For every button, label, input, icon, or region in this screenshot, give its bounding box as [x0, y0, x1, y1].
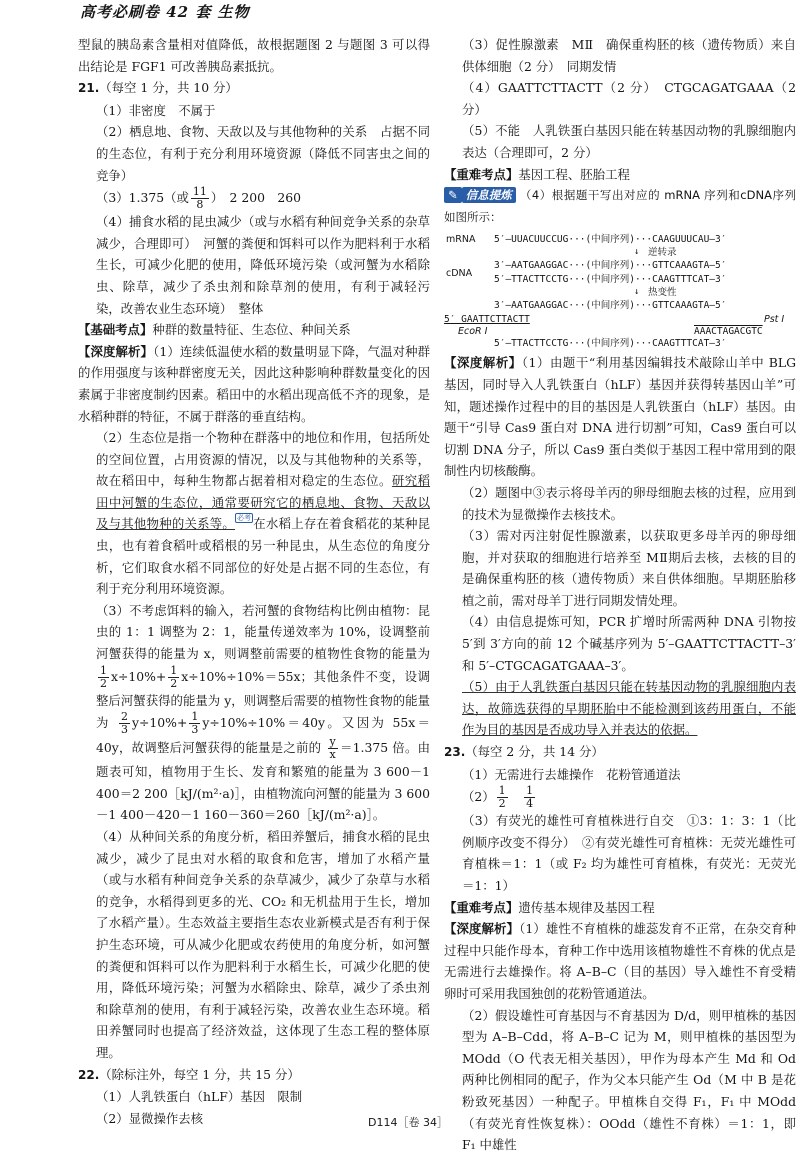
q22-answer-3: （3）促性腺激素 MⅡ 确保重构胚的核（遗传物质）来自供体细胞（2 分） 同期发情 [462, 37, 796, 74]
cdna-strand-2: 5′–TTACTTCCTG···(中间序列)···CAAGTTTCAT–3′ [494, 274, 727, 286]
q21-answer-2: （2）栖息地、食物、天敌以及与其他物种的关系 占据不同的生态位，有利于充分利用环境资源（降低不同害虫之间的竞争） [96, 124, 430, 183]
ecori-label: EcoR Ⅰ [458, 326, 488, 338]
template-strand: 3′–AATGAAGGAC···(中间序列)···GTTCAAAGTA–5′ [494, 300, 727, 312]
page-header: 高考必刷卷 42 套 生物 [80, 3, 250, 21]
deep-analysis-1: 【深度解析】（1）连续低温使水稻的数量明显下降，气温对种群的作用强度与该种群密度无关，因此这种影响种群数量变化的因素属于非密度制约因素。稻田中的水稻出现高低不齐的现象，是水稻种群的特征，不属于群落的垂直结构。 [78, 343, 431, 424]
key-point: 【重难考点】基因工程、胚胎工程 [444, 166, 630, 182]
q22-answer-5: （5）不能 人乳铁蛋白基因只能在转基因动物的乳腺细胞内表达（合理即可，2 分） [462, 123, 796, 160]
cdna-strand-1: 3′–AATGAAGGAC···(中间序列)···GTTCAAAGTA–5′ [494, 260, 727, 272]
q23-answer-1: （1）无需进行去雄操作 花粉管通道法 [462, 766, 681, 782]
sequence-diagram [444, 230, 796, 350]
question-22-header: 22.（除标注外，每空 1 分，共 15 分） [78, 1066, 300, 1082]
deep-analysis-r4: （4）由信息提炼可知，PCR 扩增时所需两种 DNA 引物按 5′到 3′方向的前 12 个碱基序列为 5′–GAATTCTTACTT–3′和 5′–CTGCAGATGAAA–3′。 [462, 614, 796, 673]
left-column [78, 34, 430, 1129]
mrna-label: mRNA [446, 234, 476, 246]
info-extract: ✎ 信息提炼 （4）根据题干写出对应的 mRNA 序列和cDNA序列如图所示： [444, 188, 796, 224]
q23-answer-3: （3）有荧光的雄性可育植株进行自交 ①3：1：3：1（比例顺序改变不得分） ②有荧光雄性可育植株：无荧光雄性可育植株＝1：1（或 F₂ 均为雄性可育植株，有荧光：无荧光＝1：1） [462, 813, 796, 893]
q22-answer-4: （4）GAATTCTTACTT（2 分） CTGCAGATGAAA（2 分） [462, 80, 796, 117]
arrow-down-icon: ↓ [634, 287, 640, 298]
right-column [444, 34, 796, 1156]
deep-analysis-e2: （2）假设雄性可育基因与不育基因为 D/d，则甲植株的基因型为 A–B–Cdd，将 A–B–C 记为 M，则甲植株的基因型为 MOdd（O 代表无相关基因），甲作为母本产生 Md 和 Od 两种比例相同的配子，作为父本只能产生 Od（M 中 B 是花粉致死基因）一种配子。甲植株自交得 F₁，F₁ 中 MOdd（有荧光育性恢复株）：OOdd（雄性不育株）＝1：1，即 F₁ 中雄性 [462, 1007, 796, 1153]
deep-analysis-r2: （2）题图中③表示将母羊丙的卵母细胞去核的过程，应用到的技术为显微操作去核技术。 [462, 484, 796, 522]
deep-analysis-r1: 【深度解析】（1）由题干“利用基因编辑技术敲除山羊中 BLG 基因，同时导入人乳铁蛋白（hLF）基因并获得转基因山羊”可知，题述操作过程中的目的基因是人乳铁蛋白（hLF）基因。由题干“引导 Cas9 蛋白对 DNA 进行切割”可知，Cas9 蛋白可以切割 DNA 分子，所以 Cas9 蛋白类似于基因工程中常用到的限制性内切核酸酶。 [444, 355, 796, 479]
page-footer: D114［卷 34］ [368, 1116, 448, 1129]
question-23-header: 23.（每空 2 分，共 14 分） [444, 744, 604, 760]
q22-answer-1: （1）人乳铁蛋白（hLF）基因 限制 [96, 1089, 303, 1105]
highlight-mark-icon: 必考 [237, 514, 252, 523]
q21-answer-4: （4）捕食水稻的昆虫减少（或与水稻有种间竞争关系的杂草减少，合理即可） 河蟹的粪便和饵料可以作为肥料利于水稻生长，可减少化肥的使用，降低环境污染（或河蟹为水稻除虫、除草，减少了杀虫剂和除草剂的使用，有利于减轻污染，改善农业生态环境） 整体 [96, 214, 430, 316]
deep-analysis-r5: （5）由于人乳铁蛋白基因只能在转基因动物的乳腺细胞内表达，故筛选获得的早期胚胎中不能检测到该药用蛋白，不能作为目的基因是否成功导入并表达的依据。 [462, 679, 796, 738]
fraction-11-8: $\frac{11}{8}$ [192, 185, 207, 212]
primer-1: 5′ GAATTCTTACTT [444, 314, 530, 326]
continued-text: 型鼠的胰岛素含量相对值降低，故根据题图 2 与题图 3 可以得出结论是 FGF1 可改善胰岛素抵抗。 [78, 37, 430, 74]
q22-answer-2: （2）显微操作去核 [96, 1110, 204, 1126]
deep-analysis-3: （3）不考虑饵料的输入，若河蟹的食物结构比例由植物：昆虫的 1：1 调整为 2：1，能量传递效率为 10%，设调整前河蟹获得的能量为 x，则调整前需要的植物性食物的能量为 $\frac{1}{2}$ x÷10%+ $\frac{1}{2}$ x÷10%÷10%＝55x；其他条件不变，设调整后河蟹获得的能量为 y，则调整后需要的植物性食物的能量为 $\frac{2}{3}$ y÷10%+ $\frac{1}{3}$ y÷10%÷10%＝40y。又因为 55x＝40y，故调整后河蟹获得的能量是之前的 $\frac{y}{x}$ ＝1.375 倍。由题表可知，植物用于生长、发育和繁殖的能量为 3 600－1 400＝2 200［kJ/(m²·a)］，由植物流向河蟹的能量为 3 600－1 400－420－1 160－360＝260［kJ/(m²·a)］。 [96, 602, 430, 823]
heat-denature-label: 热变性 [648, 287, 677, 299]
deep-analysis-r3: （3）需对丙注射促性腺激素，以获取更多母羊丙的卵母细胞，并对获取的细胞进行培养至 MⅡ期后去核，去核的目的是确保重构胚的核（遗传物质）来自供体细胞。早期胚胎移植之前，需对母羊丁进行同期发情处理。 [462, 528, 796, 608]
basic-point: 【基础考点】种群的数量特征、生态位、种间关系 [78, 322, 351, 338]
mrna-sequence: 5′–UUACUUCCUG···(中间序列)···CAAGUUUCAU–3′ [494, 234, 727, 246]
pencil-icon: ✎ [444, 187, 462, 203]
q21-answer-3: （3）1.375（或 $\frac{11}{8}$ ） 2 200 260 [96, 185, 302, 212]
reverse-transcription-label: 逆转录 [648, 247, 677, 259]
primer-2: AAACTAGACGTC [694, 326, 763, 338]
cdna-label: cDNA [446, 268, 473, 280]
key-point-2: 【重难考点】遗传基本规律及基因工程 [444, 899, 655, 915]
q23-answer-2: （2） $\frac{1}{2}$ $\frac{1}{4}$ [462, 784, 534, 811]
coding-strand: 5′–TTACTTCCTG···(中间序列)···CAAGTTTCAT–3′ [494, 338, 727, 350]
deep-analysis-2: （2）生态位是指一个物种在群落中的地位和作用，包括所处的空间位置，占用资源的情况，以及与其他物种的关系等，故在稻田中，每种生物都占据着相对稳定的生态位。研究稻田中河蟹的生态位，通常要研究它的栖息地、食物、天敌以及与其他物种的关系等。 必考 在水稻上存在着食稻花的某种昆虫，也有着食稻叶或稻根的另一种昆虫，从生态位的角度分析，它们取食水稻不同部位的好处是占据不同的生态位，有利于充分利用环境资源。 [96, 430, 431, 597]
q21-answer-1: （1）非密度 不属于 [96, 102, 216, 118]
deep-analysis-e1: 【深度解析】（1）雄性不育植株的雄蕊发育不正常，在杂交育种过程中只能作母本，育种工作中选用该植物雄性不育株的优点是无需进行去雄操作。将 A–B–C（目的基因）导入雄性不育受精卵时可采用我国独创的花粉管通道法。 [444, 921, 796, 1001]
psti-label: Pst Ⅰ [764, 314, 785, 326]
deep-analysis-4: （4）从种间关系的角度分析，稻田养蟹后，捕食水稻的昆虫减少，减少了昆虫对水稻的取食和危害，增加了水稻产量（或与水稻有种间竞争关系的杂草减少，减少了杂草与水稻的竞争，水稻得到更多的光、CO₂ 和无机盐用于生长，增加了水稻产量）。生态效益主要指生态农业新模式是否有利于保护生态环境，可从减少化肥或农药使用的角度分析，如河蟹的粪便和饵料可以作为肥料利于水稻生长，可减少化肥的使用，降低环境污染；河蟹为水稻除虫、除草，减少了杀虫剂和除草剂的使用，有利于减轻污染，改善农业生态环境。稻田养蟹同时也提高了经济效益，这体现了生态工程的整体原理。 [96, 829, 430, 1060]
arrow-down-icon: ↓ [634, 247, 640, 258]
question-21-header: 21.（每空 1 分，共 10 分） [78, 80, 238, 96]
